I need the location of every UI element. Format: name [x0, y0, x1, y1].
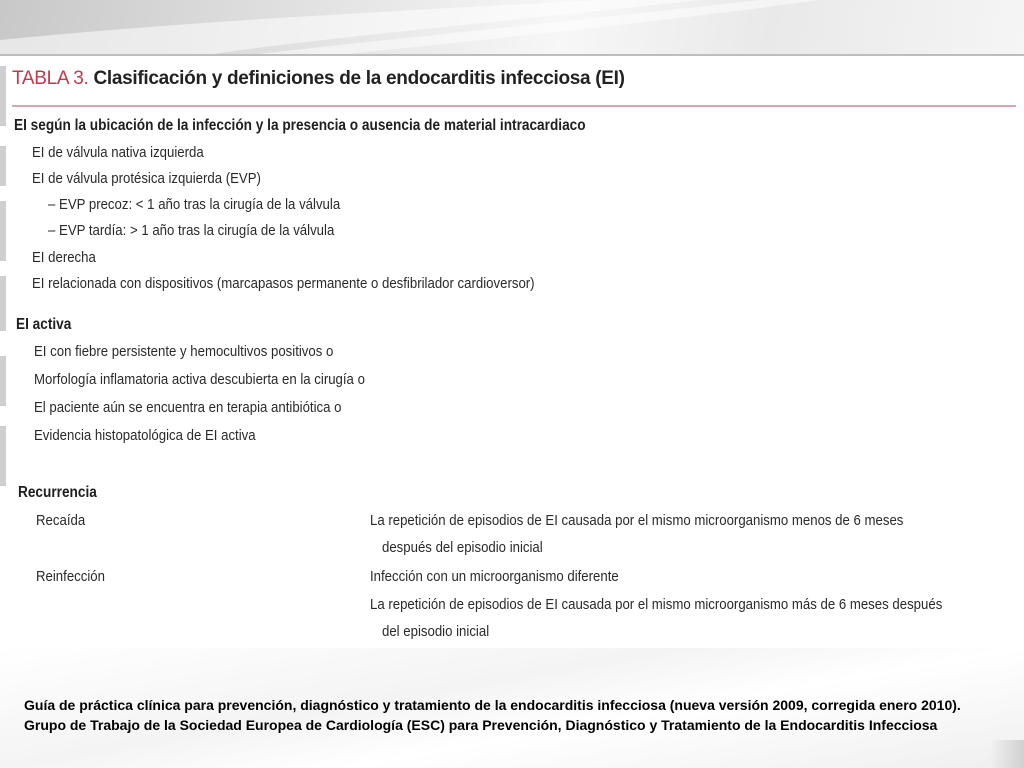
list-item: EI de válvula protésica izquierda (EVP) — [32, 170, 261, 187]
classification-table — [6, 62, 1020, 648]
corner-shadow-decoration — [990, 740, 1024, 768]
list-item: – EVP precoz: < 1 año tras la cirugía de la válvula — [48, 196, 341, 213]
recurrence-definition: La repetición de episodios de EI causada por el mismo microorganismo menos de 6 meses — [370, 512, 904, 529]
table-number: TABLA 3. — [12, 68, 89, 89]
list-item: EI relacionada con dispositivos (marcapasos permanente o desfibrilador cardioversor) — [32, 275, 535, 292]
table-title — [12, 68, 625, 90]
table-title-text: Clasificación y definiciones de la endocarditis infecciosa (EI) — [93, 68, 625, 89]
section-heading-location: EI según la ubicación de la infección y la presencia o ausencia de material intracardiaco — [14, 117, 586, 134]
recurrence-definition: después del episodio inicial — [382, 539, 543, 556]
list-item: EI con fiebre persistente y hemocultivos positivos o — [34, 343, 334, 360]
list-item: – EVP tardía: > 1 año tras la cirugía de la válvula — [48, 222, 335, 239]
list-item: EI de válvula nativa izquierda — [32, 144, 204, 161]
recurrence-term-relapse: Recaída — [36, 512, 86, 529]
recurrence-definition: La repetición de episodios de EI causada por el mismo microorganismo más de 6 meses después — [370, 596, 943, 613]
source-caption: Guía de práctica clínica para prevención, diagnóstico y tratamiento de la endocarditis infecciosa (nueva versión 2009, corregida enero 2010). Grupo de Trabajo de la Sociedad Europea de Cardiología (ESC) para Prevención, Diagnóstico y Tratamiento de la Endocarditis Infecciosa — [24, 697, 961, 733]
list-item: Evidencia histopatológica de EI activa — [34, 427, 256, 444]
section-heading-recurrence: Recurrencia — [18, 484, 97, 501]
title-divider — [12, 105, 1016, 107]
recurrence-definition: del episodio inicial — [382, 623, 490, 640]
section-heading-active: EI activa — [16, 316, 72, 333]
recurrence-definition: Infección con un microorganismo diferente — [370, 568, 619, 585]
header-swoosh-decoration — [0, 0, 1024, 56]
recurrence-term-reinfection: Reinfección — [36, 568, 105, 585]
list-item: EI derecha — [32, 249, 96, 266]
list-item: Morfología inflamatoria activa descubierta en la cirugía o — [34, 371, 365, 388]
list-item: El paciente aún se encuentra en terapia antibiótica o — [34, 399, 342, 416]
